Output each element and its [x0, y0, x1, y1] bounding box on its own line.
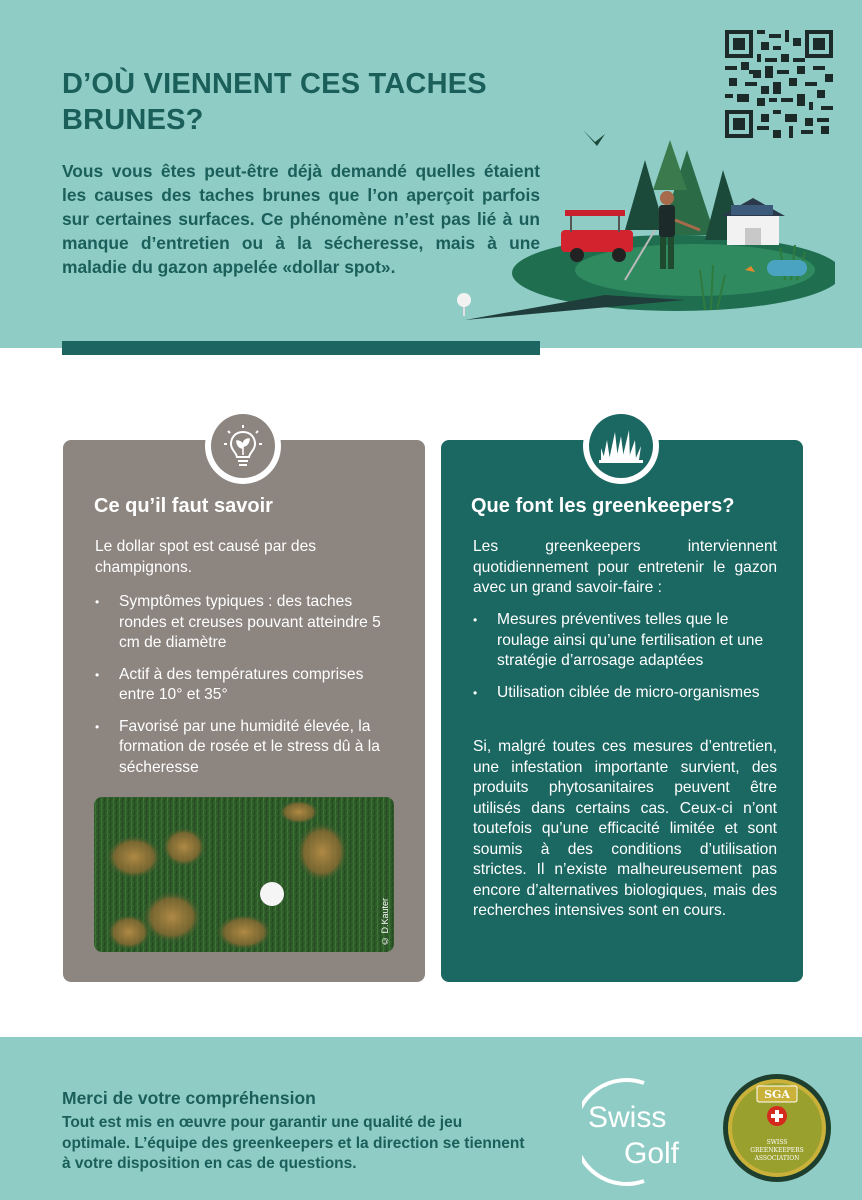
list-item: • Favorisé par une humidité élevée, la formation de rosée et le stress dû à la sécheresse	[95, 717, 395, 779]
grass-icon	[599, 426, 643, 466]
card-intro-greenkeepers: Les greenkeepers interviennent quotidiennement pour entretenir le gazon avec un grand savoir-faire :	[473, 538, 777, 596]
greenkeeper-illustration	[455, 120, 835, 335]
title-line-2: BRUNES?	[62, 104, 204, 136]
sga-line3: ASSOCIATION	[754, 1155, 800, 1162]
photo-credit: © D.Kauter	[380, 897, 390, 946]
sga-line1: SWISS	[766, 1139, 788, 1146]
footer-text: Tout est mis en œuvre pour garantir une qualité de jeu optimale. L’équipe des greenkeepers et la direction se tiennent à votre disposition en cas de questions.	[62, 1114, 525, 1172]
sga-line2: GREENKEEPERS	[750, 1147, 804, 1154]
sga-badge-logo[interactable]	[721, 1072, 833, 1184]
dollar-spot-photo	[94, 797, 394, 952]
bullet-list-greenkeepers	[473, 610, 779, 714]
swiss-golf-logo[interactable]	[582, 1077, 707, 1187]
footer-banner	[0, 1037, 862, 1200]
card-title-savoir: Ce qu’il faut savoir	[94, 495, 273, 517]
card-intro-savoir: Le dollar spot est causé par des champignons.	[95, 538, 317, 576]
list-item: • Actif à des températures comprises entre 10° et 35°	[95, 665, 395, 706]
list-item: • Utilisation ciblée de micro-organismes	[473, 683, 779, 704]
info-card-savoir	[63, 440, 425, 982]
footer-title: Merci de votre compréhension	[62, 1088, 316, 1108]
sga-abbr: SGA	[764, 1088, 790, 1101]
logo-text-swiss: Swiss	[588, 1101, 667, 1134]
grass-badge	[583, 408, 659, 484]
intro-paragraph: Vous vous êtes peut-être déjà demandé quelles étaient les causes des taches brunes que l’on aperçoit parfois sur certaines surfaces. Ce phénomène n’est pas lié à un manque d’entretien ou à la sécheresse, mais à une maladie du gazon appelée «dollar spot».	[62, 161, 540, 277]
title-line-1: D’OÙ VIENNENT CES TACHES	[62, 68, 487, 100]
bullet-list-savoir	[95, 592, 395, 789]
accent-bar	[62, 341, 540, 355]
lightbulb-badge	[205, 408, 281, 484]
list-item: • Symptômes typiques : des taches rondes et creuses pouvant atteindre 5 cm de diamètre	[95, 592, 395, 654]
info-card-greenkeepers	[441, 440, 803, 982]
card-closing-greenkeepers: Si, malgré toutes ces mesures d’entretien, une infestation importante survient, des produits phytosanitaires peuvent être utilisés dans certains cas. Ceux-ci n’ont toutefois qu’une efficacité limitée et sont soumis à des conditions d’utilisation strictes. Il n’existe malheureusement pas encore d’alternatives biologiques, mais des recherches intensives sont en cours.	[473, 738, 777, 919]
list-item: • Mesures préventives telles que le roulage ainsi qu’une fertilisation et une stratégie d’arrosage adaptées	[473, 610, 779, 672]
logo-text-golf: Golf	[624, 1137, 680, 1170]
card-title-greenkeepers: Que font les greenkeepers?	[471, 495, 735, 517]
header-banner	[0, 0, 862, 348]
lightbulb-plant-icon	[223, 424, 263, 468]
